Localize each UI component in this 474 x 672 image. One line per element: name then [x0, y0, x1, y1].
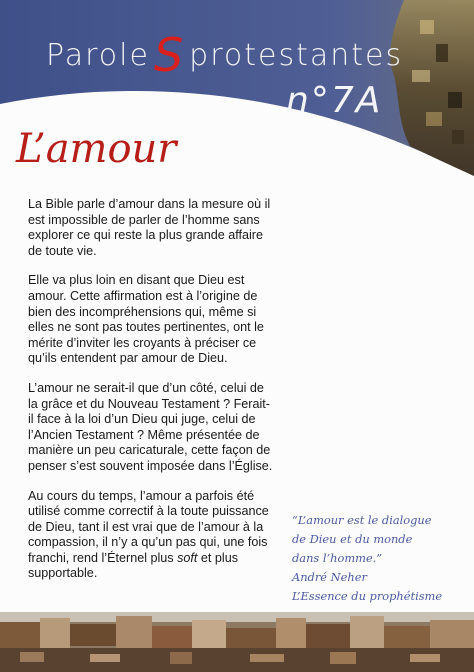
paragraph-3: L’amour ne serait-il que d’un côté, celui de la grâce et du Nouveau Testament ? Ferait-il face à la loi d’un Dieu qui juge, celui de l’Ancien Testament ? Même présentée de manière un peu caricaturale, cette façon de penser s’est souvent imposée dans l’Église.	[28, 380, 273, 473]
paragraph-4-end: et plus supportable.	[28, 550, 239, 581]
quote-line-2: de Dieu et du monde	[292, 532, 413, 546]
footer-rooftops-image	[0, 612, 474, 672]
paragraph-4	[28, 489, 274, 583]
pull-quote	[292, 511, 470, 606]
quote-line-1: “L’amour est le dialogue	[292, 513, 432, 527]
quote-author: André Neher	[292, 570, 367, 584]
article-title: L’amour	[16, 126, 177, 172]
masthead-word-parole: Parole	[46, 38, 150, 73]
paragraph-4-italic: soft	[177, 550, 198, 565]
paragraph-1: La Bible parle d’amour dans la mesure où il est impossible de parler de l’homme sans explorer ce qui reste la plus grande affaire de toute vie.	[28, 197, 271, 258]
issue-number: n°7A	[286, 80, 383, 121]
paragraph-2: Elle va plus loin en disant que Dieu est amour. Cette affirmation est à l’origine de bien des incompréhensions qui, même si elles ne sont pas toutes pertinentes, ont le mérite d’inviter les croyants à préciser ce qu’ils entendent par amour de Dieu.	[28, 273, 264, 366]
quote-line-3: dans l’homme.”	[292, 551, 383, 565]
article-body	[28, 197, 274, 596]
masthead	[46, 22, 404, 82]
masthead-letter-s: S	[153, 28, 186, 82]
quote-source: L’Essence du prophétisme	[292, 589, 443, 603]
masthead-word-protestantes: protestantes	[189, 38, 404, 73]
paragraph-4-start: Au cours du temps, l’amour a parfois été utilisé comme correctif à la toute puissance de Dieu, tant il est vrai que de l’amour à la compassion, il n’y a qu’un pas qui, une fois franchi, rend l’Éternel plus	[28, 488, 269, 565]
